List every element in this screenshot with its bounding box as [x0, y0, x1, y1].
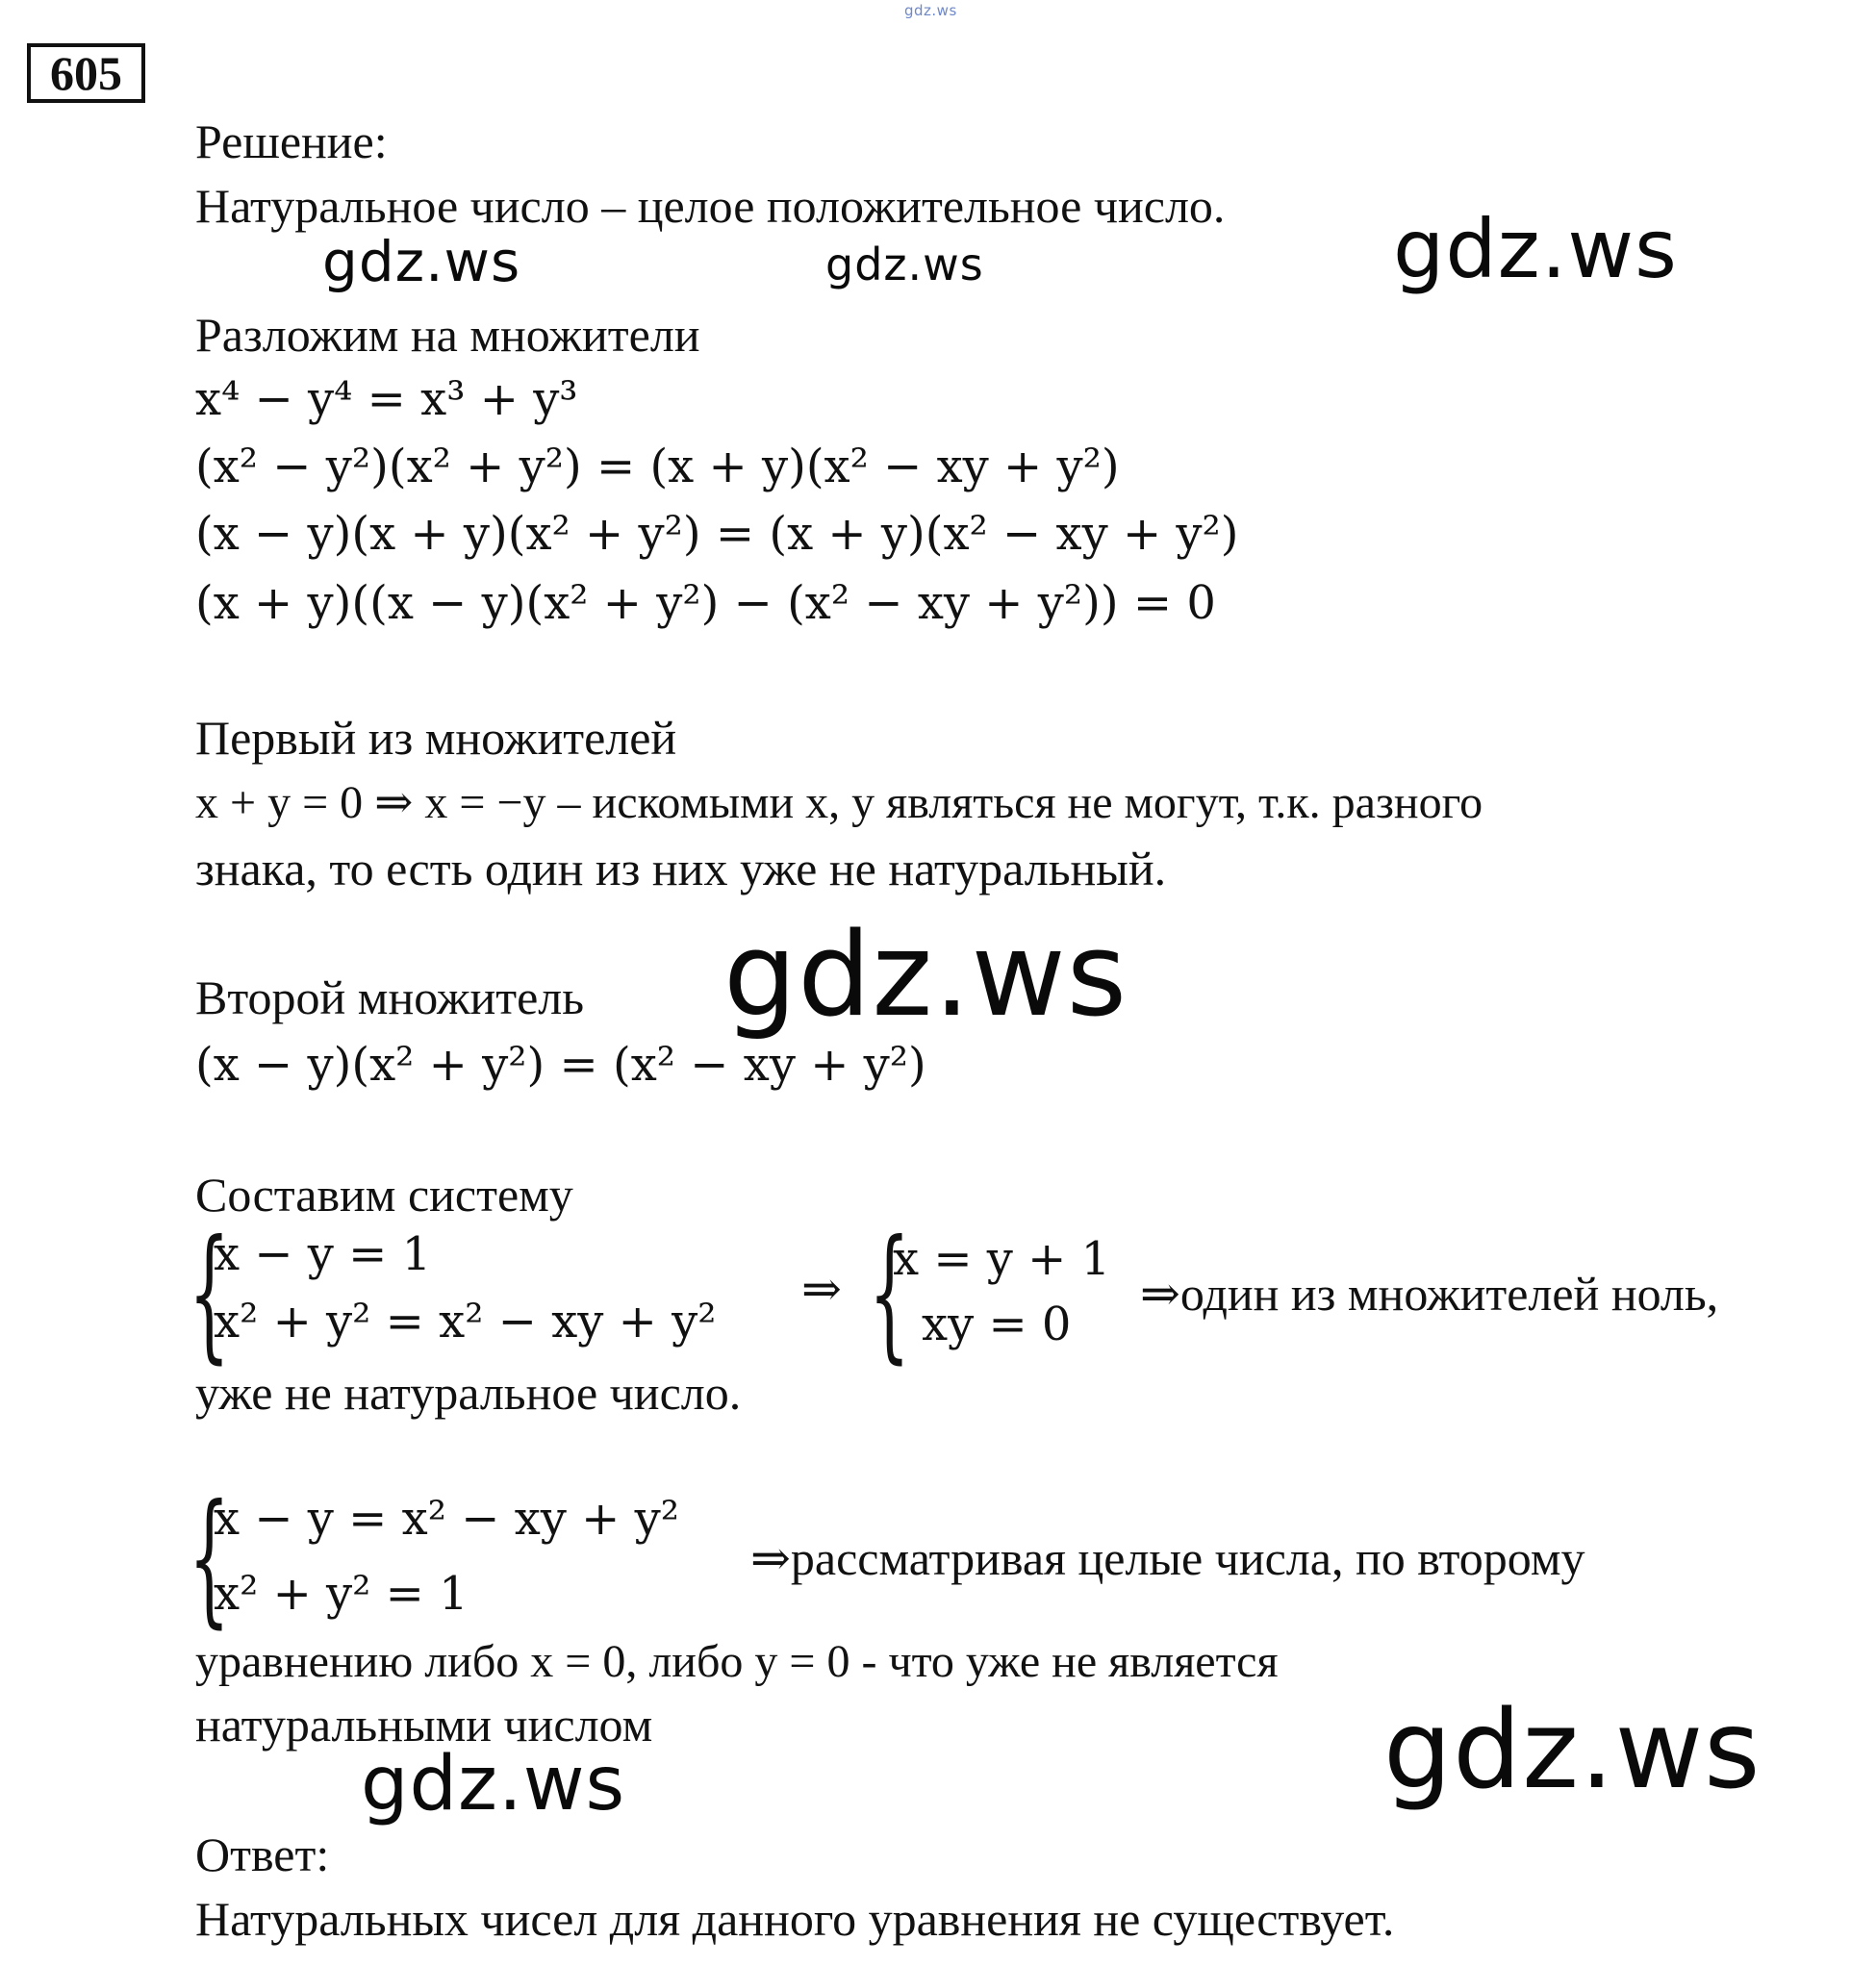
second-factor-label: Второй множитель	[195, 970, 585, 1024]
factor-intro: Разложим на множители	[195, 308, 700, 362]
system-3-row-1: x − y = x² − xy + y²	[214, 1492, 679, 1546]
first-factor-text-2: знака, то есть один из них уже не натуральный.	[195, 842, 1167, 895]
system-brace-2: {	[869, 1210, 910, 1377]
answer-text: Натуральных чисел для данного уравнения не существует.	[195, 1892, 1395, 1946]
equation-5: (x − y)(x² + y²) = (x² − xy + y²)	[195, 1038, 926, 1092]
watermark: gdz.ws	[322, 229, 521, 294]
system-1-row-2: x² + y² = x² − xy + y²	[214, 1295, 717, 1348]
first-factor-text: x + y = 0 ⇒ x = −y – искомыми x, y являться не могут, т.к. разного	[195, 777, 1483, 828]
first-factor-label: Первый из множителей	[195, 711, 677, 765]
watermark: gdz.ws	[361, 1741, 626, 1827]
problem-number: 605	[27, 43, 145, 103]
system-2-row-1: x = y + 1	[893, 1232, 1111, 1286]
natural-definition: Натуральное число – целое положительное число.	[195, 179, 1226, 233]
watermark: gdz.ws	[825, 239, 984, 290]
system-1-conclusion: ⇒один из множителей ноль,	[1140, 1267, 1719, 1321]
equation-2: (x² − y²)(x² + y²) = (x + y)(x² − xy + y²)	[195, 440, 1120, 493]
system-3-conclusion-3: натуральными числом	[195, 1698, 653, 1752]
system-brace-1: {	[189, 1210, 230, 1377]
system-label: Составим систему	[195, 1168, 573, 1222]
system-brace-3: {	[189, 1474, 230, 1642]
top-watermark: gdz.ws	[904, 2, 957, 19]
equation-3: (x − y)(x + y)(x² + y²) = (x + y)(x² − xy + y²)	[195, 507, 1239, 561]
answer-label: Ответ:	[195, 1827, 330, 1881]
watermark: gdz.ws	[1393, 202, 1678, 296]
watermark: gdz.ws	[1383, 1688, 1762, 1813]
system-1-conclusion-2: уже не натуральное число.	[195, 1366, 742, 1420]
equation-4: (x + y)((x − y)(x² + y²) − (x² − xy + y²)) = 0	[195, 576, 1216, 630]
watermark: gdz.ws	[723, 909, 1128, 1043]
implies-arrow: ⇒	[801, 1261, 842, 1317]
system-3-conclusion: ⇒рассматривая целые числа, по второму	[750, 1531, 1585, 1585]
system-2-row-2: xy = 0	[922, 1298, 1072, 1351]
solution-label: Решение:	[195, 114, 388, 168]
equation-1: x⁴ − y⁴ = x³ + y³	[195, 372, 578, 426]
system-1-row-1: x − y = 1	[214, 1227, 432, 1281]
system-3-conclusion-2: уравнению либо x = 0, либо y = 0 - что уже не является	[195, 1636, 1279, 1687]
system-3-row-2: x² + y² = 1	[214, 1567, 469, 1621]
